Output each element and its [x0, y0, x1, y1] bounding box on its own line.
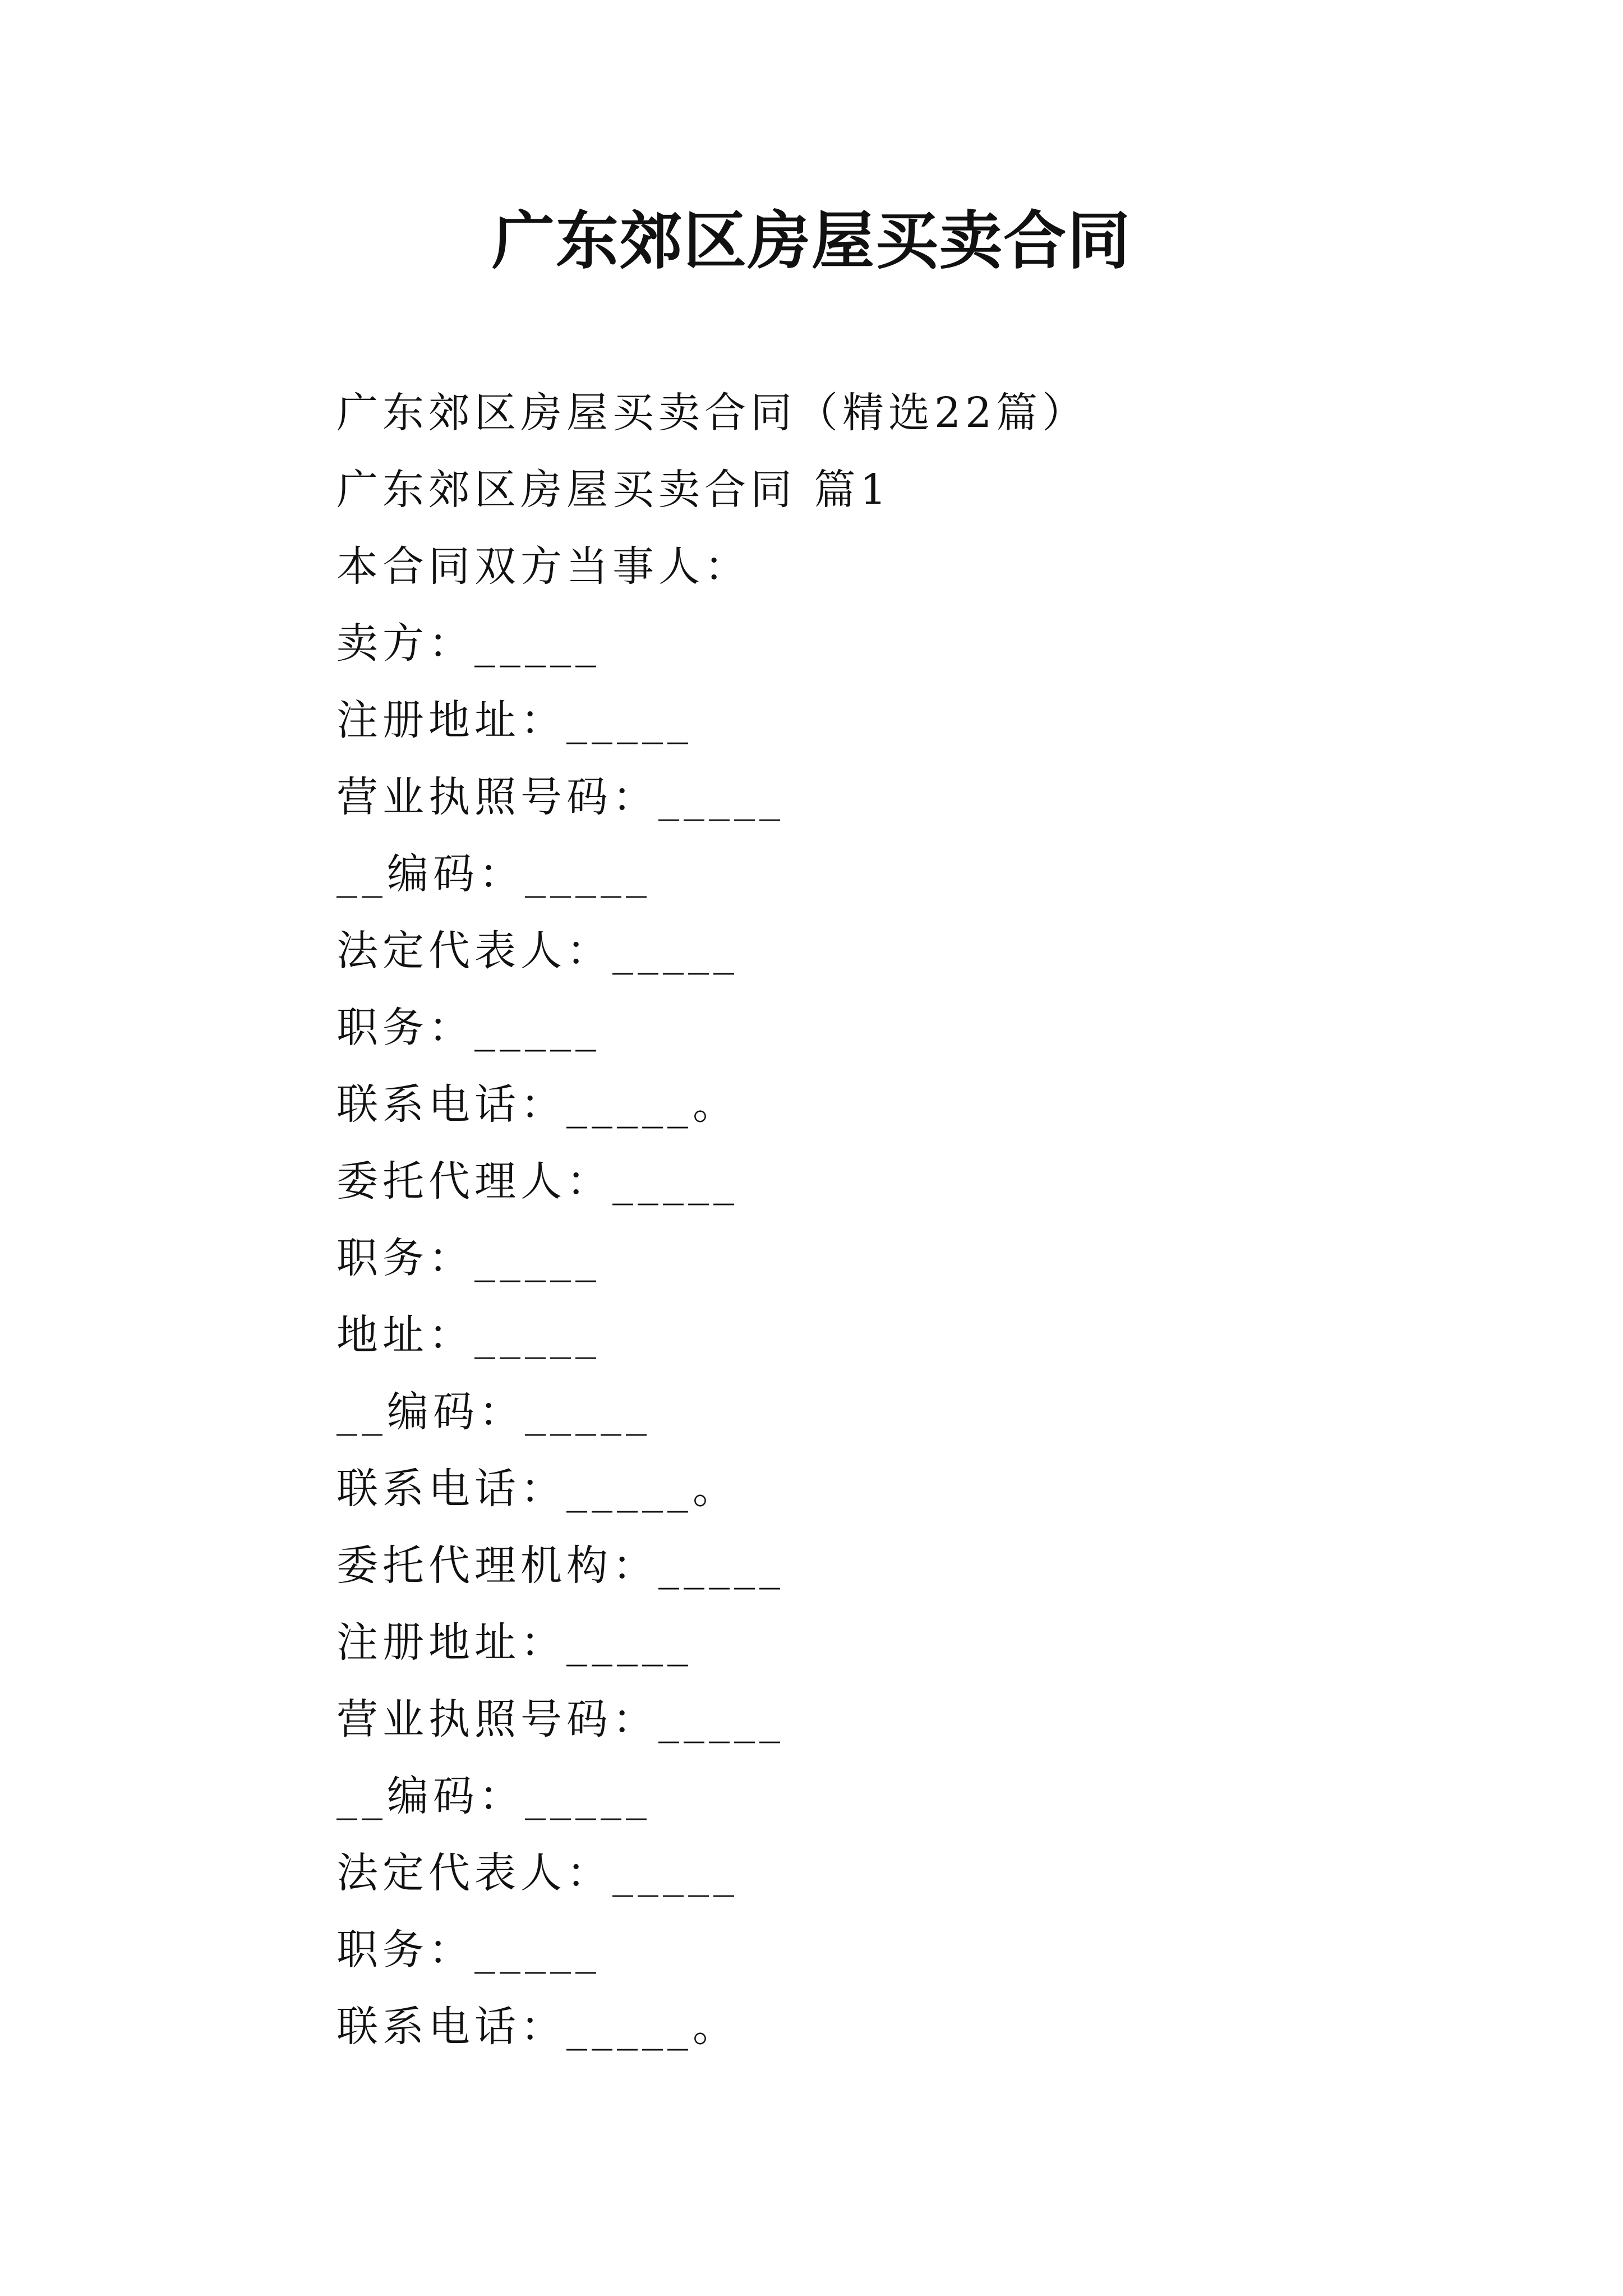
- agency-business-license-field: 营业执照号码：_____: [336, 1695, 785, 1743]
- seller-field: 卖方：_____: [336, 619, 601, 668]
- section-heading: 广东郊区房屋买卖合同 篇1: [336, 466, 891, 514]
- agent-address-field: 地址：_____: [336, 1311, 601, 1359]
- agent-field: 委托代理人：_____: [336, 1157, 739, 1205]
- document-title: 广东郊区房屋买卖合同: [492, 204, 1131, 278]
- agency-position-field: 职务：_____: [336, 1926, 601, 1974]
- postal-code-field: __编码：_____: [336, 850, 651, 898]
- agency-postal-code-field: __编码：_____: [336, 1772, 651, 1820]
- document-body: [336, 375, 1402, 2065]
- agency-field: 委托代理机构：_____: [336, 1542, 785, 1590]
- agent-position-field: 职务：_____: [336, 1234, 601, 1282]
- agency-registered-address-field: 注册地址：_____: [336, 1618, 693, 1667]
- agency-legal-representative-field: 法定代表人：_____: [336, 1849, 739, 1897]
- legal-representative-field: 法定代表人：_____: [336, 927, 739, 975]
- phone-field: 联系电话：_____。: [336, 1080, 739, 1129]
- registered-address-field: 注册地址：_____: [336, 696, 693, 744]
- position-field: 职务：_____: [336, 1004, 601, 1052]
- document-subtitle: 广东郊区房屋买卖合同（精选22篇）: [336, 389, 1089, 437]
- agency-phone-field: 联系电话：_____。: [336, 2003, 739, 2051]
- agent-phone-field: 联系电话：_____。: [336, 1465, 739, 1513]
- business-license-field: 营业执照号码：_____: [336, 773, 785, 821]
- agent-postal-code-field: __编码：_____: [336, 1388, 651, 1436]
- parties-intro: 本合同双方当事人：: [336, 542, 750, 591]
